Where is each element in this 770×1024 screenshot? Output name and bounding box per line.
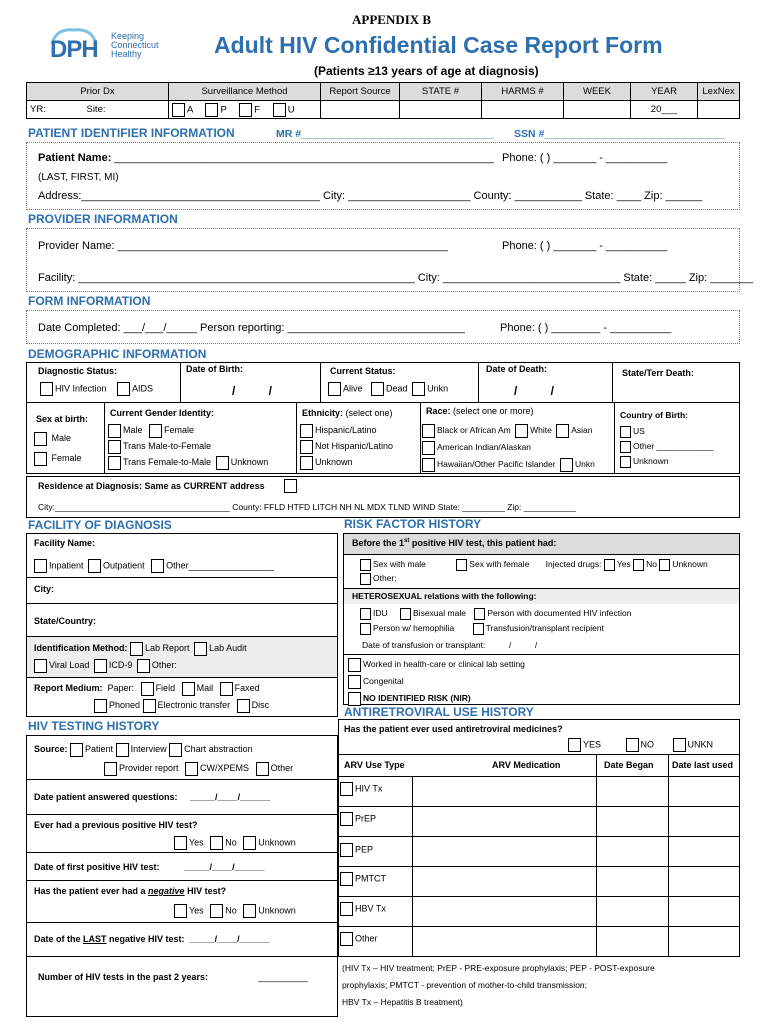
inj-no-checkbox[interactable] bbox=[633, 559, 644, 571]
week-header: WEEK bbox=[564, 83, 631, 101]
sex-at-birth-label: Sex at birth: bbox=[36, 414, 89, 424]
faxed-label: Faxed bbox=[234, 683, 260, 693]
inj-unknown-label: Unknown bbox=[672, 559, 708, 569]
mr-field[interactable]: MR #_________________________________ bbox=[276, 128, 494, 140]
patient-section-heading: PATIENT IDENTIFIER INFORMATION bbox=[28, 126, 235, 140]
prev-unknown-checkbox[interactable] bbox=[243, 836, 256, 850]
sex-with-male-checkbox[interactable] bbox=[360, 559, 371, 571]
race-aian-label: American Indian/Alaskan bbox=[437, 442, 532, 452]
logo-text: DPH bbox=[50, 36, 98, 63]
dead-label: Dead bbox=[386, 383, 408, 394]
field-checkbox[interactable] bbox=[141, 682, 154, 696]
dob-label: Date of Birth: bbox=[186, 364, 243, 374]
risk-other-label: Other: bbox=[373, 573, 397, 583]
mail-checkbox[interactable] bbox=[182, 682, 195, 696]
disc-label: Disc bbox=[251, 700, 270, 710]
lab-audit-label: Lab Audit bbox=[209, 643, 247, 653]
viral-load-checkbox[interactable] bbox=[34, 659, 47, 673]
facility-name-label: Facility Name: bbox=[34, 538, 96, 548]
source-cwxpems-checkbox[interactable] bbox=[185, 762, 198, 776]
source-other-label: Other bbox=[270, 763, 294, 773]
arv-hivtx-checkbox[interactable] bbox=[340, 782, 353, 796]
not-hispanic-checkbox[interactable] bbox=[300, 440, 313, 454]
country-other-label: Other ____________ bbox=[633, 441, 714, 451]
icd9-label: ICD-9 bbox=[108, 660, 133, 670]
arv-medication-header: ARV Medication bbox=[492, 760, 561, 770]
risk-section-heading: RISK FACTOR HISTORY bbox=[344, 517, 482, 531]
transfusion-recipient-checkbox[interactable] bbox=[473, 623, 484, 635]
source-cwxpems-label: CW/XPEMS bbox=[200, 763, 250, 773]
arv-pep-label: PEP bbox=[355, 844, 374, 855]
prev-positive-label: Ever had a previous positive HIV test? bbox=[34, 820, 198, 830]
outpatient-label: Outpatient bbox=[103, 560, 145, 571]
prior-dx-header: Prior Dx bbox=[27, 83, 169, 101]
site-label: Site: bbox=[86, 104, 106, 115]
lexnex-header: LexNex bbox=[698, 83, 740, 101]
unkn-status-label: Unkn bbox=[427, 383, 449, 394]
diagnostic-status-label: Diagnostic Status: bbox=[38, 366, 118, 376]
before-first-test-label: Before the 1st positive HIV test, this patient had: bbox=[352, 538, 557, 548]
trans-mtf-checkbox[interactable] bbox=[108, 440, 121, 454]
logo-tagline-1: Keeping bbox=[111, 31, 145, 41]
worked-healthcare-label: Worked in health-care or clinical lab setting bbox=[363, 659, 525, 669]
form-section-heading: FORM INFORMATION bbox=[28, 294, 151, 308]
form-subtitle: (Patients ≥13 years of age at diagnosis) bbox=[314, 64, 539, 78]
logo-tagline-2: Connecticut bbox=[111, 40, 159, 50]
country-of-birth-label: Country of Birth: bbox=[620, 410, 688, 420]
arv-pmtct-label: PMTCT bbox=[355, 873, 386, 884]
source-label: Source: bbox=[34, 744, 68, 754]
neg-yes-label: Yes bbox=[189, 905, 204, 916]
congenital-checkbox[interactable] bbox=[348, 675, 361, 689]
yr-label: YR: bbox=[30, 104, 46, 115]
neg-unknown-label: Unknown bbox=[258, 905, 296, 916]
electronic-checkbox[interactable] bbox=[143, 699, 156, 713]
icd9-checkbox[interactable] bbox=[94, 659, 107, 673]
documented-hiv-checkbox[interactable] bbox=[474, 608, 485, 620]
not-hispanic-label: Not Hispanic/Latino bbox=[315, 441, 394, 451]
arv-unkn-label: UNKN bbox=[687, 739, 714, 750]
neg-no-checkbox[interactable] bbox=[210, 904, 223, 918]
bisexual-male-checkbox[interactable] bbox=[400, 608, 411, 620]
arv-type-header: ARV Use Type bbox=[344, 760, 405, 770]
inj-yes-label: Yes bbox=[616, 559, 631, 569]
date-completed-field[interactable]: Date Completed: ___/___/_____ Person reporting: _____________________________ bbox=[38, 322, 465, 334]
source-interview-label: Interview bbox=[130, 744, 167, 754]
country-other-checkbox[interactable] bbox=[620, 441, 631, 453]
congenital-label: Congenital bbox=[363, 676, 404, 686]
method-p-checkbox[interactable] bbox=[205, 103, 218, 117]
method-a-checkbox[interactable] bbox=[172, 103, 185, 117]
demographic-section-heading: DEMOGRAPHIC INFORMATION bbox=[28, 347, 207, 361]
race-unkn-checkbox[interactable] bbox=[560, 458, 573, 472]
gender-unknown-checkbox[interactable] bbox=[216, 456, 229, 470]
aids-label: AIDS bbox=[132, 383, 154, 394]
ssn-field[interactable]: SSN #_______________________________ bbox=[514, 128, 726, 140]
gender-male-label: Male bbox=[123, 425, 143, 435]
provider-phone-field[interactable]: Phone: ( ) _______ - __________ bbox=[502, 240, 668, 252]
neg-no-label: No bbox=[225, 905, 237, 916]
id-other-checkbox[interactable] bbox=[137, 659, 150, 673]
method-f-checkbox[interactable] bbox=[239, 103, 252, 117]
source-interview-checkbox[interactable] bbox=[116, 743, 129, 757]
arv-hivtx-label: HIV Tx bbox=[355, 783, 383, 794]
bisexual-male-label: Bisexual male bbox=[413, 608, 466, 618]
source-patient-label: Patient bbox=[85, 744, 114, 754]
sex-with-female-checkbox[interactable] bbox=[456, 559, 467, 571]
year-field[interactable]: 20___ bbox=[631, 101, 698, 119]
phoned-checkbox[interactable] bbox=[94, 699, 107, 713]
gender-identity-label: Current Gender Identity: bbox=[110, 408, 215, 418]
inj-unknown-checkbox[interactable] bbox=[659, 559, 670, 571]
idu-checkbox[interactable] bbox=[360, 608, 371, 620]
report-source-header: Report Source bbox=[321, 83, 400, 101]
state-number-field[interactable] bbox=[400, 101, 482, 119]
sex-male-checkbox[interactable] bbox=[34, 432, 47, 446]
patient-name-hint: (LAST, FIRST, MI) bbox=[38, 172, 119, 183]
heterosexual-label: HETEROSEXUAL relations with the following: bbox=[352, 591, 537, 601]
testing-section-heading: HIV TESTING HISTORY bbox=[28, 719, 160, 733]
arv-pep-checkbox[interactable] bbox=[340, 843, 353, 857]
documented-hiv-label: Person with documented HIV infection bbox=[487, 608, 632, 618]
arv-yes-checkbox[interactable] bbox=[568, 738, 581, 752]
race-black-label: Black or African Am bbox=[437, 425, 511, 435]
race-unkn-label: Unkn bbox=[574, 459, 595, 469]
inj-no-label: No bbox=[646, 559, 657, 569]
facility-state-label: State/Country: bbox=[34, 616, 97, 626]
provider-name-field[interactable]: Provider Name: ______________________________________________________ bbox=[38, 240, 448, 252]
race-white-checkbox[interactable] bbox=[515, 424, 528, 438]
week-field[interactable] bbox=[564, 101, 631, 119]
prev-unknown-label: Unknown bbox=[258, 837, 296, 848]
country-us-label: US bbox=[633, 426, 645, 436]
phoned-label: Phoned bbox=[109, 700, 141, 710]
paper-label: Paper: bbox=[107, 683, 135, 693]
num-tests-label: Number of HIV tests in the past 2 years: bbox=[38, 972, 209, 982]
provider-facility-line[interactable]: Facility: _______________________________________________________ City: _____________________________ State: _____ Zip: _______ bbox=[38, 272, 754, 284]
race-asian-label: Asian bbox=[571, 425, 593, 435]
form-phone-field[interactable]: Phone: ( ) ________ - __________ bbox=[500, 322, 672, 334]
arv-yes-label: YES bbox=[583, 739, 602, 750]
trans-mtf-label: Trans Male-to-Female bbox=[123, 441, 212, 451]
hiv-infection-label: HIV Infection bbox=[55, 383, 107, 394]
same-as-current-checkbox[interactable] bbox=[284, 479, 297, 493]
trans-ftm-checkbox[interactable] bbox=[108, 456, 121, 470]
prev-yes-label: Yes bbox=[189, 837, 204, 848]
source-provider-label: Provider report bbox=[119, 763, 179, 773]
race-aian-checkbox[interactable] bbox=[422, 441, 435, 455]
lab-report-label: Lab Report bbox=[145, 643, 190, 653]
race-white-label: White bbox=[530, 425, 552, 435]
appendix-label: APPENDIX B bbox=[352, 12, 432, 27]
sex-male-label: Male bbox=[51, 433, 72, 443]
arv-date-began-header: Date Began bbox=[604, 760, 654, 770]
provider-section-heading: PROVIDER INFORMATION bbox=[28, 212, 178, 226]
alive-checkbox[interactable] bbox=[328, 382, 341, 396]
injected-drugs-label: Injected drugs: bbox=[545, 559, 602, 569]
form-title: Adult HIV Confidential Case Report Form bbox=[214, 32, 663, 58]
transfusion-date-field[interactable]: Date of transfusion or transplant: / / bbox=[362, 640, 538, 650]
arv-no-checkbox[interactable] bbox=[626, 738, 639, 752]
country-unknown-label: Unknown bbox=[633, 456, 669, 466]
date-of-death-label: Date of Death: bbox=[486, 364, 548, 374]
outpatient-checkbox[interactable] bbox=[88, 559, 101, 573]
residence-label: Residence at Diagnosis: Same as CURRENT address bbox=[38, 481, 265, 491]
neg-yes-checkbox[interactable] bbox=[174, 904, 187, 918]
surveillance-method-header: Surveillance Method bbox=[169, 83, 321, 101]
patient-phone-field[interactable]: Phone: ( ) _______ - __________ bbox=[502, 152, 668, 164]
harms-number-header: HARMS # bbox=[482, 83, 564, 101]
worked-healthcare-checkbox[interactable] bbox=[348, 658, 361, 672]
sex-with-male-label: Sex with male bbox=[373, 559, 426, 569]
nir-label: NO IDENTIFIED RISK (NIR) bbox=[363, 693, 471, 703]
last-negative-field[interactable]: Date of the LAST negative HIV test: _____/____/______ bbox=[34, 934, 270, 944]
report-source-field[interactable] bbox=[321, 101, 400, 119]
num-tests-field[interactable]: __________ bbox=[258, 972, 309, 982]
race-asian-checkbox[interactable] bbox=[556, 424, 569, 438]
ethnicity-label: Ethnicity: (select one) bbox=[302, 408, 393, 418]
inpatient-label: Inpatient bbox=[49, 560, 84, 571]
aids-checkbox[interactable] bbox=[117, 382, 130, 396]
lab-report-checkbox[interactable] bbox=[130, 642, 143, 656]
facility-other-checkbox[interactable] bbox=[151, 559, 164, 573]
arv-other-label: Other bbox=[355, 933, 378, 944]
unkn-status-checkbox[interactable] bbox=[412, 382, 425, 396]
inpatient-checkbox[interactable] bbox=[34, 559, 47, 573]
sex-with-female-label: Sex with female bbox=[469, 559, 530, 569]
transfusion-recipient-label: Transfusion/transplant recipient bbox=[485, 623, 604, 633]
facility-other-label: Other_________________ bbox=[166, 560, 274, 571]
lab-audit-checkbox[interactable] bbox=[194, 642, 207, 656]
arv-footnote-1: (HIV Tx – HIV treatment; PrEP - PRE-exposure prophylaxis; PEP - POST-exposure bbox=[342, 963, 655, 973]
date-of-death-field[interactable]: / / bbox=[514, 384, 555, 398]
gender-unknown-label: Unknown bbox=[230, 457, 269, 467]
arv-unkn-checkbox[interactable] bbox=[673, 738, 686, 752]
arv-other-checkbox[interactable] bbox=[340, 932, 353, 946]
ethnicity-unknown-label: Unknown bbox=[315, 457, 353, 467]
sex-female-checkbox[interactable] bbox=[34, 452, 47, 466]
arv-footnote-3: HBV Tx – Hepatitis B treatment) bbox=[342, 997, 463, 1007]
electronic-label: Electronic transfer bbox=[157, 700, 231, 710]
year-header: YEAR bbox=[631, 83, 698, 101]
alive-label: Alive bbox=[343, 383, 363, 394]
arv-question-label: Has the patient ever used antiretroviral medicines? bbox=[344, 724, 563, 734]
dph-logo bbox=[48, 26, 168, 68]
source-provider-checkbox[interactable] bbox=[104, 762, 117, 776]
current-status-label: Current Status: bbox=[330, 366, 396, 376]
arv-no-label: NO bbox=[640, 739, 655, 750]
hispanic-label: Hispanic/Latino bbox=[315, 425, 377, 435]
race-nhpi-label: Hawaiian/Other Pacific Islander bbox=[437, 459, 556, 469]
method-u-checkbox[interactable] bbox=[273, 103, 286, 117]
arv-date-last-header: Date last used bbox=[672, 760, 734, 770]
patient-name-label: Patient Name: bbox=[38, 152, 112, 164]
method-u-label: U bbox=[287, 104, 295, 116]
dead-checkbox[interactable] bbox=[371, 382, 384, 396]
patient-name-field[interactable]: ______________________________________________________________ bbox=[114, 152, 494, 164]
arv-hbvtx-checkbox[interactable] bbox=[340, 902, 353, 916]
dob-field[interactable]: / / bbox=[232, 384, 273, 398]
id-other-label: Other: bbox=[151, 660, 177, 670]
neg-unknown-checkbox[interactable] bbox=[243, 904, 256, 918]
hiv-infection-checkbox[interactable] bbox=[40, 382, 53, 396]
inj-yes-checkbox[interactable] bbox=[604, 559, 615, 571]
prev-no-label: No bbox=[225, 837, 237, 848]
state-death-label: State/Terr Death: bbox=[622, 368, 694, 378]
facility-city-label: City: bbox=[34, 584, 54, 594]
country-us-checkbox[interactable] bbox=[620, 426, 631, 438]
prev-yes-checkbox[interactable] bbox=[174, 836, 187, 850]
hispanic-checkbox[interactable] bbox=[300, 424, 313, 438]
ever-negative-label: Has the patient ever had a negative HIV test? bbox=[34, 886, 227, 896]
sex-female-label: Female bbox=[51, 453, 82, 463]
viral-load-label: Viral Load bbox=[49, 660, 90, 670]
race-black-checkbox[interactable] bbox=[422, 424, 435, 438]
report-medium-label: Report Medium: bbox=[34, 683, 103, 693]
harms-number-field[interactable] bbox=[482, 101, 564, 119]
surveillance-table bbox=[26, 82, 740, 119]
date-answered-field[interactable]: Date patient answered questions: _____/____/______ bbox=[34, 792, 271, 802]
arv-footnote-2: prophylaxis; PMTCT - prevention of mother-to-child transmission; bbox=[342, 980, 588, 990]
gender-male-checkbox[interactable] bbox=[108, 424, 121, 438]
field-label: Field bbox=[155, 683, 176, 693]
prev-no-checkbox[interactable] bbox=[210, 836, 223, 850]
source-chart-checkbox[interactable] bbox=[169, 743, 182, 757]
state-number-header: STATE # bbox=[400, 83, 482, 101]
disc-checkbox[interactable] bbox=[237, 699, 250, 713]
nir-checkbox[interactable] bbox=[348, 692, 361, 706]
race-label: Race: (select one or more) bbox=[426, 406, 534, 416]
source-other-checkbox[interactable] bbox=[256, 762, 269, 776]
hemophilia-checkbox[interactable] bbox=[360, 623, 371, 635]
patient-address-line[interactable]: Address:_______________________________________ City: ____________________ County: ___________ State: ____ Zip: ______ bbox=[38, 190, 703, 202]
country-unknown-checkbox[interactable] bbox=[620, 456, 631, 468]
gender-female-checkbox[interactable] bbox=[149, 424, 162, 438]
arv-prep-label: PrEP bbox=[355, 813, 377, 824]
idu-label: IDU bbox=[373, 608, 388, 618]
hemophilia-label: Person w/ hemophilia bbox=[373, 623, 455, 633]
gender-female-label: Female bbox=[164, 425, 195, 435]
arv-prep-checkbox[interactable] bbox=[340, 812, 353, 826]
logo-tagline-3: Healthy bbox=[111, 49, 142, 59]
trans-ftm-label: Trans Female-to-Male bbox=[123, 457, 212, 467]
method-f-label: F bbox=[254, 104, 261, 116]
risk-other-checkbox[interactable] bbox=[360, 573, 371, 585]
arv-pmtct-checkbox[interactable] bbox=[340, 872, 353, 886]
lexnex-field[interactable] bbox=[698, 101, 740, 119]
mail-label: Mail bbox=[196, 683, 214, 693]
faxed-checkbox[interactable] bbox=[220, 682, 233, 696]
first-positive-field[interactable]: Date of first positive HIV test: _____/____/______ bbox=[34, 862, 265, 872]
arv-hbvtx-label: HBV Tx bbox=[355, 903, 386, 914]
ethnicity-unknown-checkbox[interactable] bbox=[300, 456, 313, 470]
source-patient-checkbox[interactable] bbox=[70, 743, 83, 757]
facility-section-heading: FACILITY OF DIAGNOSIS bbox=[28, 518, 172, 532]
id-method-label: Identification Method: bbox=[34, 643, 128, 653]
arv-section-heading: ANTIRETROVIRAL USE HISTORY bbox=[344, 705, 534, 719]
method-p-label: P bbox=[220, 104, 227, 116]
residence-city-line[interactable]: City:_____________________________________ County: FFLD HTFD LITCH NH NL MDX TLND WIND State: _________ Zip: ___________ bbox=[38, 502, 576, 512]
race-nhpi-checkbox[interactable] bbox=[422, 458, 435, 472]
source-chart-label: Chart abstraction bbox=[184, 744, 253, 754]
method-a-label: A bbox=[187, 104, 193, 116]
